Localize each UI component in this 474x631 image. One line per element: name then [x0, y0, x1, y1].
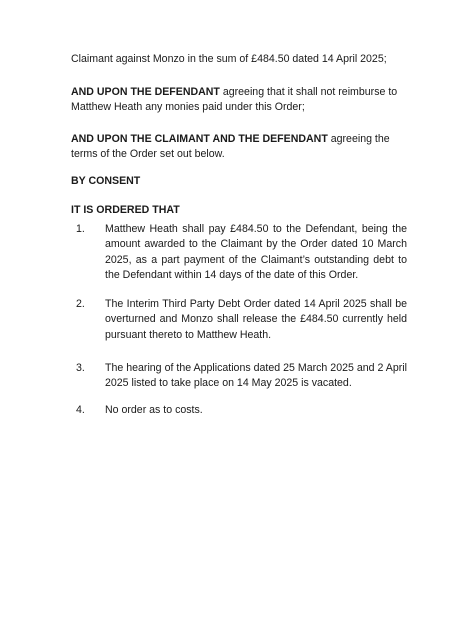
recital-claimant-defendant-lead: AND UPON THE CLAIMANT AND THE DEFENDANT	[71, 133, 328, 145]
order-item-text: The hearing of the Applications dated 25 March 2025 and 2 April 2025 listed to take place on 14 May 2025 is vacated.	[105, 362, 407, 390]
order-item-number: 2.	[76, 298, 85, 310]
recital-claimant-defendant-text: agreeing the terms of the Order set out below.	[71, 133, 390, 161]
intro-line: Claimant against Monzo in the sum of £484.50 dated 14 April 2025;	[71, 53, 387, 65]
order-item-text: The Interim Third Party Debt Order dated 14 April 2025 shall be overturned and Monzo shall release the £484.50 currently held pursuant thereto to Matthew Heath.	[105, 298, 407, 341]
order-item-number: 1.	[76, 223, 85, 235]
order-item-number: 4.	[76, 404, 85, 416]
order-item-text: Matthew Heath shall pay £484.50 to the Defendant, being the amount awarded to the Claimant by the Order dated 10 March 2025, as a part payment of the Claimant’s outstanding debt to the Defendant within 14 days of the date of this Order.	[105, 223, 407, 282]
recital-defendant-lead: AND UPON THE DEFENDANT	[71, 86, 220, 98]
recital-defendant-text: agreeing that it shall not reimburse to Matthew Heath any monies paid under this Order;	[71, 86, 398, 114]
by-consent-heading: BY CONSENT	[71, 175, 141, 187]
ordered-heading: IT IS ORDERED THAT	[71, 204, 180, 216]
recital-claimant-defendant	[71, 132, 411, 163]
recital-defendant	[71, 85, 411, 116]
order-item-text: No order as to costs.	[105, 404, 203, 416]
order-item-number: 3.	[76, 362, 85, 374]
